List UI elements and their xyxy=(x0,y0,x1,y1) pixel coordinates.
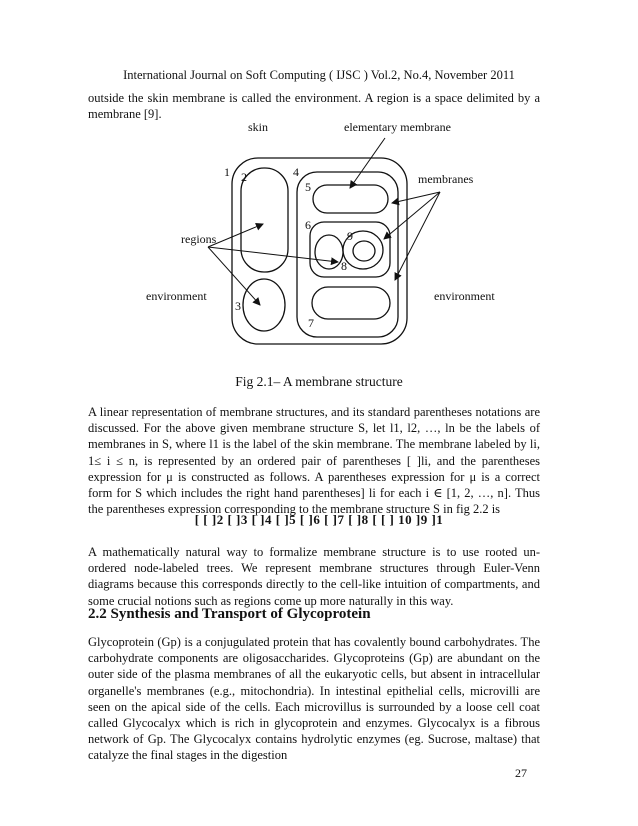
intro-paragraph: outside the skin membrane is called the environment. A region is a space delimited by a membrane [9]. xyxy=(88,91,540,122)
label-n3: 3 xyxy=(235,299,241,313)
membrane-10 xyxy=(353,241,375,261)
label-n2: 2 xyxy=(241,170,247,184)
membrane-7 xyxy=(312,287,390,319)
page-number: 27 xyxy=(515,766,527,780)
membrane-2 xyxy=(241,168,288,272)
parentheses-paragraph: A linear representation of membrane structures, and its standard parentheses notations are discussed. For the above given membrane structure S, let l1, l2, …, ln be the labels of membranes in S, where l1 is the label of the skin membrane. The membrane labeled by li, 1≤ i ≤ n, is represented by an ordered pair of parentheses [ ]li, and the parentheses expression for μ is constructed as follows. A parentheses expression for μ is a correct form for S which includes the right hand parentheses] li for each i ∈ [1, 2, …, n]. Thus the parentheses expression corresponding to the membrane structure S in fig 2.2 is xyxy=(88,405,540,517)
tree-paragraph: A mathematically natural way to formalize membrane structure is to use rooted un-ordered node-labeled trees. We represent membrane structures through Euler-Venn diagrams because this corresponds directly to the cell-like intuition of compartments, and some crucial notions such as regions come up more naturally in this way. xyxy=(88,545,540,608)
label-regions: regions xyxy=(181,232,217,246)
label-membranes: membranes xyxy=(418,172,474,186)
section-title: 2.2 Synthesis and Transport of Glycoprotein xyxy=(88,606,371,622)
label-n9: 9 xyxy=(347,229,353,243)
journal-header: International Journal on Soft Computing ( IJSC ) Vol.2, No.4, November 2011 xyxy=(123,68,515,82)
figure-caption: Fig 2.1– A membrane structure xyxy=(235,374,403,389)
arrow-regions-3 xyxy=(208,247,338,262)
membrane-8 xyxy=(315,235,343,269)
label-elementary-membrane: elementary membrane xyxy=(344,120,451,134)
glycoprotein-paragraph: Glycoprotein (Gp) is a conjugulated protein that has covalently bound carbohydrates. The carbohydrate components are oligosaccharides. Glycoproteins (Gp) are abundant on the outer side of the plasma membranes of all the eukaryotic cells, but absent in intracellular organelle's membranes (e.g., mitochondria). In intestinal epithelial cells, microvilli are seen on the apical side of the cells. Each microvillus is surrounded by a loose cell coat called Glycocalyx which is rich in glycoprotein and enzymes. Glycocalyx is a fibrous network of Gp. The Glycocalyx contains hydrolytic enzymes (eg. Sucrose, maltase) that catalyze the final stages in the digestion xyxy=(88,635,540,763)
arrow-regions-2 xyxy=(208,247,260,305)
label-skin: skin xyxy=(248,120,269,134)
label-n6: 6 xyxy=(305,218,311,232)
membrane-5 xyxy=(313,185,388,213)
label-n5: 5 xyxy=(305,180,311,194)
arrow-membranes-3 xyxy=(395,192,440,280)
parentheses-expression: [ [ ]2 [ ]3 [ ]4 [ ]5 [ ]6 [ ]7 [ ]8 [ [ ] 10 ]9 ]1 xyxy=(194,512,444,527)
arrow-membranes-2 xyxy=(384,192,440,239)
label-n4: 4 xyxy=(293,165,299,179)
label-n8: 8 xyxy=(341,259,347,273)
arrow-elementary xyxy=(350,138,385,188)
membrane-3 xyxy=(243,279,285,331)
label-environment-left: environment xyxy=(146,289,207,303)
label-environment-right: environment xyxy=(434,289,495,303)
label-n1: 1 xyxy=(224,165,230,179)
label-n7: 7 xyxy=(308,316,314,330)
